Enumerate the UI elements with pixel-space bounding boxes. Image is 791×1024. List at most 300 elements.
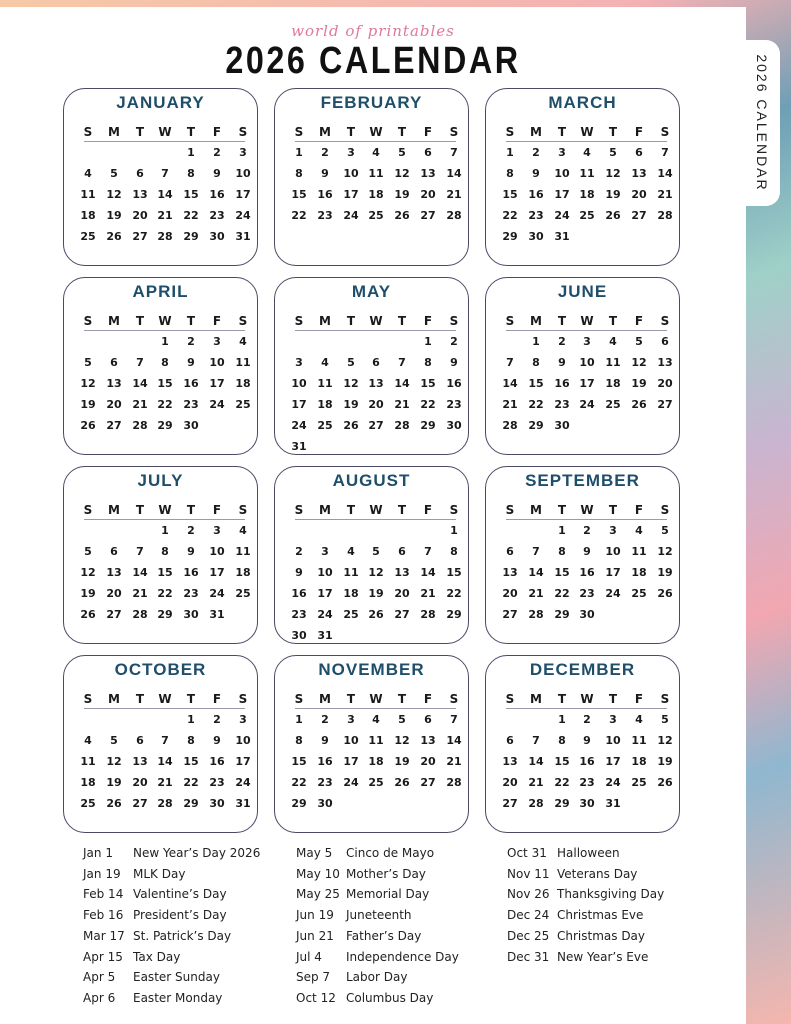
day-cell[interactable]: 30	[209, 230, 225, 243]
day-cell[interactable]: 30	[317, 797, 333, 810]
day-cell[interactable]: 21	[528, 587, 544, 600]
day-cell[interactable]: 10	[554, 167, 570, 180]
day-cell[interactable]: 12	[106, 188, 122, 201]
day-cell[interactable]: 18	[605, 377, 621, 390]
day-cell[interactable]: 22	[420, 398, 436, 411]
day-cell[interactable]: 6	[136, 167, 144, 180]
day-cell[interactable]: 24	[317, 608, 333, 621]
day-cell[interactable]: 13	[420, 734, 436, 747]
day-cell[interactable]: 25	[235, 398, 251, 411]
day-cell[interactable]: 19	[631, 377, 647, 390]
day-cell[interactable]: 10	[605, 734, 621, 747]
day-cell[interactable]: 11	[343, 566, 359, 579]
day-cell[interactable]: 1	[558, 713, 566, 726]
day-cell[interactable]: 11	[368, 167, 384, 180]
day-cell[interactable]: 11	[579, 167, 595, 180]
day-cell[interactable]: 3	[213, 335, 221, 348]
day-cell[interactable]: 18	[80, 209, 96, 222]
day-cell[interactable]: 18	[579, 188, 595, 201]
day-cell[interactable]: 9	[295, 566, 303, 579]
day-cell[interactable]: 8	[295, 167, 303, 180]
day-cell[interactable]: 17	[343, 755, 359, 768]
day-cell[interactable]: 21	[394, 398, 410, 411]
day-cell[interactable]: 25	[605, 398, 621, 411]
day-cell[interactable]: 29	[291, 797, 307, 810]
day-cell[interactable]: 5	[661, 524, 669, 537]
day-cell[interactable]: 17	[235, 755, 251, 768]
day-cell[interactable]: 13	[631, 167, 647, 180]
day-cell[interactable]: 17	[579, 377, 595, 390]
day-cell[interactable]: 5	[110, 734, 118, 747]
day-cell[interactable]: 26	[605, 209, 621, 222]
day-cell[interactable]: 13	[502, 566, 518, 579]
day-cell[interactable]: 20	[132, 209, 148, 222]
day-cell[interactable]: 22	[554, 587, 570, 600]
day-cell[interactable]: 14	[657, 167, 673, 180]
day-cell[interactable]: 5	[398, 713, 406, 726]
day-cell[interactable]: 12	[106, 755, 122, 768]
day-cell[interactable]: 25	[579, 209, 595, 222]
day-cell[interactable]: 20	[394, 587, 410, 600]
day-cell[interactable]: 8	[161, 545, 169, 558]
day-cell[interactable]: 12	[657, 545, 673, 558]
day-cell[interactable]: 17	[554, 188, 570, 201]
day-cell[interactable]: 7	[161, 734, 169, 747]
day-cell[interactable]: 4	[372, 713, 380, 726]
day-cell[interactable]: 15	[183, 188, 199, 201]
day-cell[interactable]: 12	[394, 734, 410, 747]
day-cell[interactable]: 10	[343, 734, 359, 747]
day-cell[interactable]: 21	[420, 587, 436, 600]
day-cell[interactable]: 23	[554, 398, 570, 411]
day-cell[interactable]: 23	[579, 776, 595, 789]
day-cell[interactable]: 30	[183, 608, 199, 621]
day-cell[interactable]: 8	[187, 167, 195, 180]
day-cell[interactable]: 26	[394, 209, 410, 222]
day-cell[interactable]: 15	[157, 566, 173, 579]
day-cell[interactable]: 12	[343, 377, 359, 390]
day-cell[interactable]: 9	[321, 734, 329, 747]
day-cell[interactable]: 18	[368, 188, 384, 201]
day-cell[interactable]: 24	[554, 209, 570, 222]
day-cell[interactable]: 17	[317, 587, 333, 600]
day-cell[interactable]: 27	[106, 419, 122, 432]
day-cell[interactable]: 11	[235, 545, 251, 558]
day-cell[interactable]: 4	[635, 524, 643, 537]
day-cell[interactable]: 11	[368, 734, 384, 747]
day-cell[interactable]: 24	[343, 776, 359, 789]
day-cell[interactable]: 8	[450, 545, 458, 558]
day-cell[interactable]: 16	[317, 755, 333, 768]
day-cell[interactable]: 29	[157, 608, 173, 621]
day-cell[interactable]: 19	[80, 398, 96, 411]
day-cell[interactable]: 14	[446, 734, 462, 747]
day-cell[interactable]: 15	[291, 188, 307, 201]
day-cell[interactable]: 4	[239, 335, 247, 348]
day-cell[interactable]: 6	[424, 146, 432, 159]
day-cell[interactable]: 2	[558, 335, 566, 348]
day-cell[interactable]: 20	[657, 377, 673, 390]
day-cell[interactable]: 23	[317, 776, 333, 789]
day-cell[interactable]: 22	[183, 776, 199, 789]
day-cell[interactable]: 1	[295, 713, 303, 726]
day-cell[interactable]: 26	[80, 419, 96, 432]
day-cell[interactable]: 15	[554, 755, 570, 768]
day-cell[interactable]: 7	[136, 356, 144, 369]
day-cell[interactable]: 18	[631, 755, 647, 768]
day-cell[interactable]: 16	[209, 755, 225, 768]
day-cell[interactable]: 23	[579, 587, 595, 600]
day-cell[interactable]: 2	[583, 524, 591, 537]
day-cell[interactable]: 14	[132, 566, 148, 579]
day-cell[interactable]: 26	[80, 608, 96, 621]
day-cell[interactable]: 26	[368, 608, 384, 621]
day-cell[interactable]: 25	[235, 587, 251, 600]
day-cell[interactable]: 30	[579, 608, 595, 621]
day-cell[interactable]: 28	[657, 209, 673, 222]
day-cell[interactable]: 13	[368, 377, 384, 390]
day-cell[interactable]: 31	[209, 608, 225, 621]
day-cell[interactable]: 21	[528, 776, 544, 789]
day-cell[interactable]: 29	[446, 608, 462, 621]
day-cell[interactable]: 27	[368, 419, 384, 432]
day-cell[interactable]: 3	[609, 713, 617, 726]
day-cell[interactable]: 10	[235, 734, 251, 747]
day-cell[interactable]: 7	[136, 545, 144, 558]
day-cell[interactable]: 22	[528, 398, 544, 411]
day-cell[interactable]: 28	[446, 776, 462, 789]
day-cell[interactable]: 6	[424, 713, 432, 726]
day-cell[interactable]: 21	[446, 188, 462, 201]
day-cell[interactable]: 25	[317, 419, 333, 432]
day-cell[interactable]: 29	[157, 419, 173, 432]
day-cell[interactable]: 16	[528, 188, 544, 201]
day-cell[interactable]: 30	[554, 419, 570, 432]
day-cell[interactable]: 1	[450, 524, 458, 537]
day-cell[interactable]: 25	[80, 797, 96, 810]
day-cell[interactable]: 17	[209, 377, 225, 390]
day-cell[interactable]: 4	[321, 356, 329, 369]
day-cell[interactable]: 29	[502, 230, 518, 243]
day-cell[interactable]: 17	[235, 188, 251, 201]
day-cell[interactable]: 2	[187, 524, 195, 537]
day-cell[interactable]: 28	[394, 419, 410, 432]
day-cell[interactable]: 20	[420, 755, 436, 768]
day-cell[interactable]: 17	[605, 566, 621, 579]
day-cell[interactable]: 3	[558, 146, 566, 159]
day-cell[interactable]: 21	[502, 398, 518, 411]
day-cell[interactable]: 3	[321, 545, 329, 558]
day-cell[interactable]: 5	[609, 146, 617, 159]
day-cell[interactable]: 15	[502, 188, 518, 201]
day-cell[interactable]: 30	[183, 419, 199, 432]
day-cell[interactable]: 20	[631, 188, 647, 201]
day-cell[interactable]: 20	[132, 776, 148, 789]
day-cell[interactable]: 22	[502, 209, 518, 222]
day-cell[interactable]: 14	[132, 377, 148, 390]
day-cell[interactable]: 23	[291, 608, 307, 621]
day-cell[interactable]: 4	[347, 545, 355, 558]
day-cell[interactable]: 24	[343, 209, 359, 222]
day-cell[interactable]: 7	[450, 713, 458, 726]
day-cell[interactable]: 25	[368, 776, 384, 789]
day-cell[interactable]: 20	[106, 587, 122, 600]
day-cell[interactable]: 14	[394, 377, 410, 390]
day-cell[interactable]: 2	[213, 146, 221, 159]
day-cell[interactable]: 29	[528, 419, 544, 432]
day-cell[interactable]: 10	[209, 545, 225, 558]
day-cell[interactable]: 8	[506, 167, 514, 180]
day-cell[interactable]: 1	[187, 713, 195, 726]
day-cell[interactable]: 18	[317, 398, 333, 411]
day-cell[interactable]: 3	[583, 335, 591, 348]
day-cell[interactable]: 13	[657, 356, 673, 369]
day-cell[interactable]: 31	[235, 797, 251, 810]
day-cell[interactable]: 17	[605, 755, 621, 768]
day-cell[interactable]: 1	[161, 335, 169, 348]
day-cell[interactable]: 8	[532, 356, 540, 369]
day-cell[interactable]: 25	[368, 209, 384, 222]
day-cell[interactable]: 9	[321, 167, 329, 180]
day-cell[interactable]: 19	[657, 566, 673, 579]
day-cell[interactable]: 23	[183, 587, 199, 600]
day-cell[interactable]: 13	[420, 167, 436, 180]
day-cell[interactable]: 18	[343, 587, 359, 600]
day-cell[interactable]: 8	[161, 356, 169, 369]
day-cell[interactable]: 1	[424, 335, 432, 348]
day-cell[interactable]: 18	[368, 755, 384, 768]
day-cell[interactable]: 26	[657, 587, 673, 600]
day-cell[interactable]: 24	[605, 776, 621, 789]
day-cell[interactable]: 18	[80, 776, 96, 789]
day-cell[interactable]: 19	[368, 587, 384, 600]
day-cell[interactable]: 3	[295, 356, 303, 369]
day-cell[interactable]: 5	[110, 167, 118, 180]
day-cell[interactable]: 28	[157, 797, 173, 810]
day-cell[interactable]: 2	[187, 335, 195, 348]
day-cell[interactable]: 12	[394, 167, 410, 180]
day-cell[interactable]: 5	[372, 545, 380, 558]
day-cell[interactable]: 15	[554, 566, 570, 579]
day-cell[interactable]: 24	[209, 398, 225, 411]
day-cell[interactable]: 16	[579, 755, 595, 768]
day-cell[interactable]: 24	[235, 776, 251, 789]
day-cell[interactable]: 5	[661, 713, 669, 726]
day-cell[interactable]: 3	[347, 146, 355, 159]
day-cell[interactable]: 21	[446, 755, 462, 768]
day-cell[interactable]: 31	[317, 629, 333, 642]
day-cell[interactable]: 25	[631, 776, 647, 789]
day-cell[interactable]: 11	[235, 356, 251, 369]
day-cell[interactable]: 11	[80, 755, 96, 768]
day-cell[interactable]: 20	[502, 776, 518, 789]
day-cell[interactable]: 27	[502, 608, 518, 621]
day-cell[interactable]: 16	[579, 566, 595, 579]
day-cell[interactable]: 25	[80, 230, 96, 243]
day-cell[interactable]: 3	[239, 713, 247, 726]
day-cell[interactable]: 7	[661, 146, 669, 159]
day-cell[interactable]: 30	[579, 797, 595, 810]
day-cell[interactable]: 28	[446, 209, 462, 222]
day-cell[interactable]: 4	[84, 167, 92, 180]
day-cell[interactable]: 27	[420, 209, 436, 222]
day-cell[interactable]: 4	[635, 713, 643, 726]
day-cell[interactable]: 28	[157, 230, 173, 243]
day-cell[interactable]: 19	[80, 587, 96, 600]
day-cell[interactable]: 22	[157, 398, 173, 411]
day-cell[interactable]: 23	[317, 209, 333, 222]
day-cell[interactable]: 13	[132, 188, 148, 201]
day-cell[interactable]: 2	[295, 545, 303, 558]
day-cell[interactable]: 8	[558, 545, 566, 558]
day-cell[interactable]: 15	[528, 377, 544, 390]
day-cell[interactable]: 22	[554, 776, 570, 789]
day-cell[interactable]: 12	[368, 566, 384, 579]
day-cell[interactable]: 19	[343, 398, 359, 411]
day-cell[interactable]: 28	[132, 608, 148, 621]
day-cell[interactable]: 16	[291, 587, 307, 600]
day-cell[interactable]: 1	[532, 335, 540, 348]
day-cell[interactable]: 23	[183, 398, 199, 411]
day-cell[interactable]: 4	[583, 146, 591, 159]
day-cell[interactable]: 11	[605, 356, 621, 369]
day-cell[interactable]: 22	[183, 209, 199, 222]
day-cell[interactable]: 11	[631, 545, 647, 558]
day-cell[interactable]: 27	[420, 776, 436, 789]
day-cell[interactable]: 27	[132, 797, 148, 810]
day-cell[interactable]: 27	[106, 608, 122, 621]
day-cell[interactable]: 1	[558, 524, 566, 537]
day-cell[interactable]: 4	[239, 524, 247, 537]
day-cell[interactable]: 24	[605, 587, 621, 600]
day-cell[interactable]: 7	[532, 545, 540, 558]
day-cell[interactable]: 6	[372, 356, 380, 369]
day-cell[interactable]: 13	[106, 566, 122, 579]
day-cell[interactable]: 19	[106, 776, 122, 789]
day-cell[interactable]: 8	[295, 734, 303, 747]
day-cell[interactable]: 20	[502, 587, 518, 600]
day-cell[interactable]: 2	[321, 146, 329, 159]
day-cell[interactable]: 3	[239, 146, 247, 159]
day-cell[interactable]: 26	[657, 776, 673, 789]
day-cell[interactable]: 15	[157, 377, 173, 390]
day-cell[interactable]: 31	[554, 230, 570, 243]
day-cell[interactable]: 10	[291, 377, 307, 390]
day-cell[interactable]: 9	[187, 545, 195, 558]
day-cell[interactable]: 25	[631, 587, 647, 600]
day-cell[interactable]: 16	[183, 566, 199, 579]
day-cell[interactable]: 10	[605, 545, 621, 558]
day-cell[interactable]: 28	[132, 419, 148, 432]
day-cell[interactable]: 19	[394, 188, 410, 201]
day-cell[interactable]: 21	[157, 209, 173, 222]
day-cell[interactable]: 4	[609, 335, 617, 348]
day-cell[interactable]: 5	[398, 146, 406, 159]
day-cell[interactable]: 16	[317, 188, 333, 201]
day-cell[interactable]: 9	[187, 356, 195, 369]
day-cell[interactable]: 24	[209, 587, 225, 600]
day-cell[interactable]: 18	[235, 377, 251, 390]
day-cell[interactable]: 6	[506, 734, 514, 747]
day-cell[interactable]: 13	[502, 755, 518, 768]
day-cell[interactable]: 22	[291, 776, 307, 789]
day-cell[interactable]: 26	[106, 797, 122, 810]
day-cell[interactable]: 6	[110, 545, 118, 558]
day-cell[interactable]: 7	[398, 356, 406, 369]
day-cell[interactable]: 6	[136, 734, 144, 747]
day-cell[interactable]: 23	[209, 776, 225, 789]
day-cell[interactable]: 16	[209, 188, 225, 201]
day-cell[interactable]: 26	[394, 776, 410, 789]
day-cell[interactable]: 7	[424, 545, 432, 558]
day-cell[interactable]: 10	[235, 167, 251, 180]
day-cell[interactable]: 6	[110, 356, 118, 369]
day-cell[interactable]: 28	[528, 608, 544, 621]
day-cell[interactable]: 15	[291, 755, 307, 768]
day-cell[interactable]: 10	[317, 566, 333, 579]
day-cell[interactable]: 14	[446, 167, 462, 180]
day-cell[interactable]: 27	[132, 230, 148, 243]
day-cell[interactable]: 27	[502, 797, 518, 810]
day-cell[interactable]: 19	[106, 209, 122, 222]
day-cell[interactable]: 10	[209, 356, 225, 369]
day-cell[interactable]: 21	[157, 776, 173, 789]
day-cell[interactable]: 14	[528, 755, 544, 768]
day-cell[interactable]: 3	[609, 524, 617, 537]
day-cell[interactable]: 14	[528, 566, 544, 579]
day-cell[interactable]: 2	[450, 335, 458, 348]
day-cell[interactable]: 1	[161, 524, 169, 537]
day-cell[interactable]: 29	[554, 608, 570, 621]
day-cell[interactable]: 31	[605, 797, 621, 810]
day-cell[interactable]: 24	[291, 419, 307, 432]
day-cell[interactable]: 14	[420, 566, 436, 579]
day-cell[interactable]: 21	[132, 587, 148, 600]
day-cell[interactable]: 12	[631, 356, 647, 369]
day-cell[interactable]: 24	[579, 398, 595, 411]
day-cell[interactable]: 6	[635, 146, 643, 159]
day-cell[interactable]: 14	[157, 188, 173, 201]
side-tab[interactable]	[744, 40, 780, 206]
day-cell[interactable]: 10	[343, 167, 359, 180]
day-cell[interactable]: 6	[661, 335, 669, 348]
day-cell[interactable]: 3	[347, 713, 355, 726]
day-cell[interactable]: 9	[213, 734, 221, 747]
day-cell[interactable]: 29	[554, 797, 570, 810]
day-cell[interactable]: 6	[398, 545, 406, 558]
day-cell[interactable]: 7	[450, 146, 458, 159]
day-cell[interactable]: 12	[657, 734, 673, 747]
day-cell[interactable]: 8	[424, 356, 432, 369]
day-cell[interactable]: 17	[291, 398, 307, 411]
day-cell[interactable]: 26	[631, 398, 647, 411]
day-cell[interactable]: 2	[213, 713, 221, 726]
day-cell[interactable]: 19	[394, 755, 410, 768]
day-cell[interactable]: 19	[605, 188, 621, 201]
day-cell[interactable]: 12	[80, 377, 96, 390]
day-cell[interactable]: 4	[84, 734, 92, 747]
day-cell[interactable]: 31	[235, 230, 251, 243]
day-cell[interactable]: 4	[372, 146, 380, 159]
day-cell[interactable]: 18	[631, 566, 647, 579]
day-cell[interactable]: 9	[583, 545, 591, 558]
day-cell[interactable]: 7	[506, 356, 514, 369]
day-cell[interactable]: 15	[420, 377, 436, 390]
day-cell[interactable]: 20	[420, 188, 436, 201]
day-cell[interactable]: 11	[317, 377, 333, 390]
day-cell[interactable]: 7	[532, 734, 540, 747]
day-cell[interactable]: 5	[84, 545, 92, 558]
